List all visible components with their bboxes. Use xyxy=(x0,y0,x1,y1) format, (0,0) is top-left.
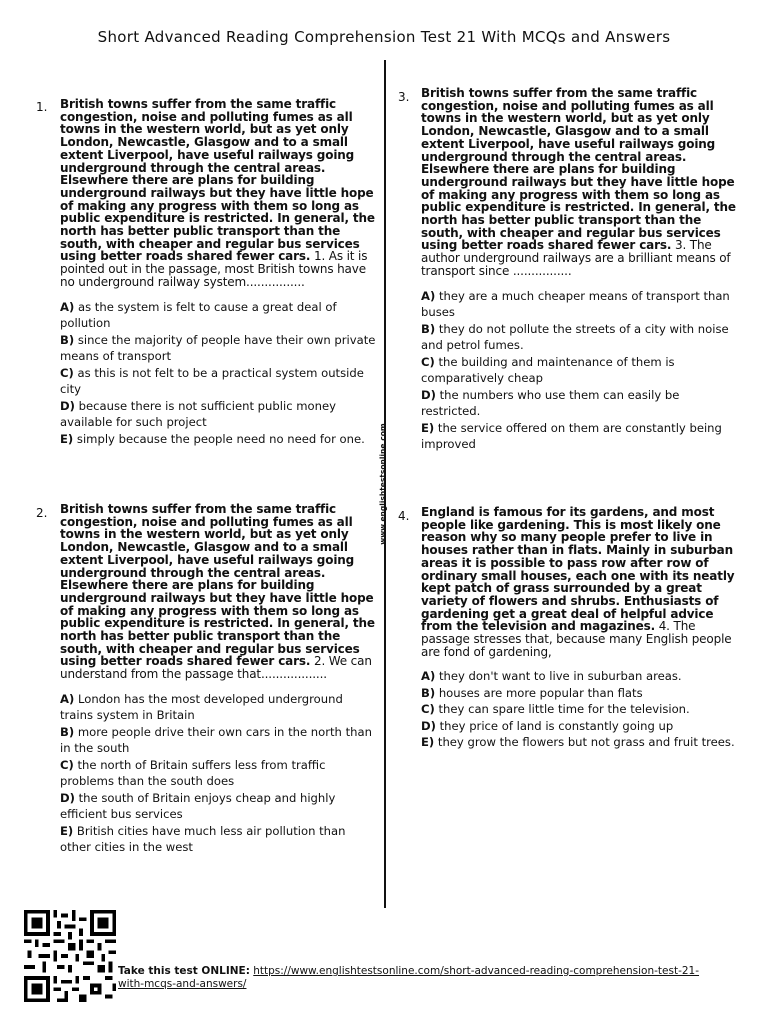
option-a[interactable]: A) as the system is felt to cause a great deal of pollution xyxy=(60,299,337,331)
question-block-1 xyxy=(60,98,376,447)
option-d[interactable]: D) they price of land is constantly going up xyxy=(421,718,674,733)
question-block-2 xyxy=(60,503,376,856)
option-a[interactable]: A) London has the most developed underground trains system in Britain xyxy=(60,691,343,723)
option-e[interactable]: E) they grow the flowers but not grass and fruit trees. xyxy=(421,735,735,750)
question-block-3 xyxy=(421,87,739,453)
options-list xyxy=(421,288,739,453)
question-block-4 xyxy=(421,506,739,751)
option-e[interactable]: E) British cities have much less air pollution than other cities in the west xyxy=(60,823,346,855)
passage-text xyxy=(60,98,376,289)
question-stem: 4. The passage stresses that, because many English people are fond of gardening, xyxy=(421,619,732,659)
option-b[interactable]: B) houses are more popular than flats xyxy=(421,685,643,700)
passage-text xyxy=(421,506,739,658)
question-number: 2. xyxy=(36,506,48,520)
options-list xyxy=(421,668,739,751)
option-d[interactable]: D) the numbers who use them can easily be restricted. xyxy=(421,387,680,419)
side-url-text: www.englishtestsonline.com xyxy=(378,423,388,545)
passage-bold: British towns suffer from the same traffic congestion, noise and polluting fumes as all towns in the western world, but as yet only London, Newcastle, Glasgow and to a small extent Liverpool, have useful railways going underground through the central areas. Elsewhere there are plans for building underground railways but they have little hope of making any progress with them so long as public expenditure is restricted. In general, the north has better public transport than the south, with cheaper and regular bus services using better roads shared fewer cars. xyxy=(60,502,375,669)
option-c[interactable]: C) the north of Britain suffers less from traffic problems than the south does xyxy=(60,757,326,789)
passage-bold: England is famous for its gardens, and most people like gardening. This is most likely one reason why so many people prefer to live in houses rather than in flats. Mainly in suburban areas it is possible to pass row after row of ordinary small houses, each one with its neatly kept patch of grass surrounded by a great variety of flowers and shrubs. Enthusiasts of gardening get a great deal of helpful advice from the television and magazines. xyxy=(421,505,735,634)
question-number: 4. xyxy=(398,509,410,523)
question-number: 1. xyxy=(36,100,48,114)
option-a[interactable]: A) they don't want to live in suburban areas. xyxy=(421,669,682,684)
option-e[interactable]: E) simply because the people need no need for one. xyxy=(60,431,365,446)
option-e[interactable]: E) the service offered on them are constantly being improved xyxy=(421,420,722,452)
footer-link[interactable]: https://www.englishtestsonline.com/short-advanced-reading-comprehension-test-21-with-mcqs-and-answers/ xyxy=(118,965,700,990)
options-list xyxy=(60,691,376,856)
option-c[interactable]: C) the building and maintenance of them is comparatively cheap xyxy=(421,354,675,386)
option-b[interactable]: B) they do not pollute the streets of a city with noise and petrol fumes. xyxy=(421,321,729,353)
option-a[interactable]: A) they are a much cheaper means of transport than buses xyxy=(421,288,730,320)
options-list xyxy=(60,299,376,448)
option-d[interactable]: D) because there is not sufficient public money available for such project xyxy=(60,398,336,430)
option-c[interactable]: C) as this is not felt to be a practical system outside city xyxy=(60,365,364,397)
passage-bold: British towns suffer from the same traffic congestion, noise and polluting fumes as all towns in the western world, but as yet only London, Newcastle, Glasgow and to a small extent Liverpool, have useful railways going underground through the central areas. Elsewhere there are plans for building underground railways but they have little hope of making any progress with them so long as public expenditure is restricted. In general, the north has better public transport than the south, with cheaper and regular bus services using better roads shared fewer cars. xyxy=(421,86,736,253)
question-stem: 1. As it is pointed out in the passage, most British towns have no underground railway system................ xyxy=(60,249,368,289)
question-stem: 2. We can understand from the passage that.................. xyxy=(60,654,372,682)
option-b[interactable]: B) since the majority of people have their own private means of transport xyxy=(60,332,376,364)
qr-code-icon[interactable] xyxy=(24,910,116,1002)
question-stem: 3. The author underground railways are a brilliant means of transport since ................ xyxy=(421,238,731,278)
footer xyxy=(118,965,718,991)
footer-label: Take this test ONLINE: xyxy=(118,965,250,977)
page-title: Short Advanced Reading Comprehension Test 21 With MCQs and Answers xyxy=(97,28,671,46)
option-d[interactable]: D) the south of Britain enjoys cheap and highly efficient bus services xyxy=(60,790,336,822)
passage-text xyxy=(60,503,376,681)
passage-bold: British towns suffer from the same traffic congestion, noise and polluting fumes as all towns in the western world, but as yet only London, Newcastle, Glasgow and to a small extent Liverpool, have useful railways going underground through the central areas. Elsewhere there are plans for building underground railways but they have little hope of making any progress with them so long as public expenditure is restricted. In general, the north has better public transport than the south, with cheaper and regular bus services using better roads shared fewer cars. xyxy=(60,97,375,264)
option-b[interactable]: B) more people drive their own cars in the north than in the south xyxy=(60,724,372,756)
side-url-watermark xyxy=(376,420,390,548)
question-number: 3. xyxy=(398,90,410,104)
option-c[interactable]: C) they can spare little time for the television. xyxy=(421,702,690,717)
passage-text xyxy=(421,87,739,278)
